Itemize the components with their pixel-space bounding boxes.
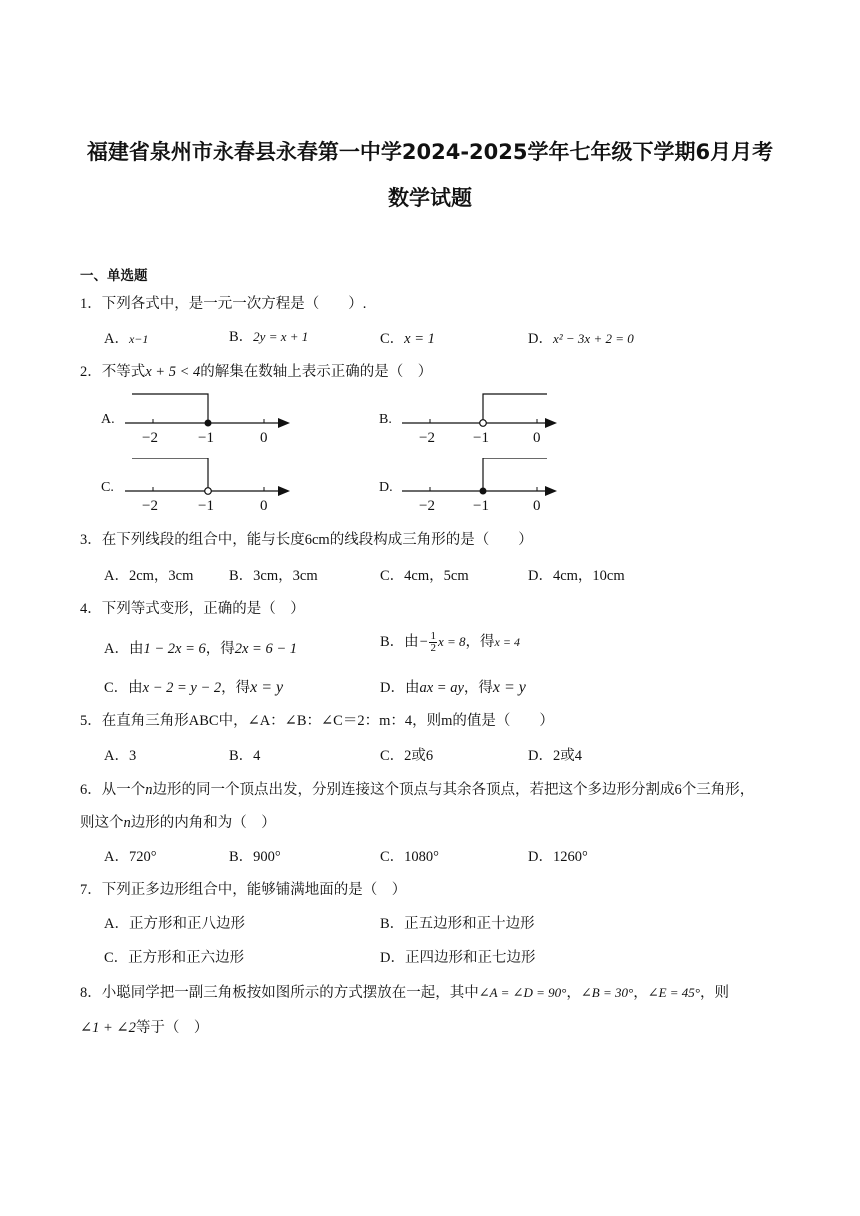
q2-option-b-label: B. (379, 412, 392, 427)
q6-option-a: A．720° (104, 849, 157, 865)
q3-option-d: D．4cm，10cm (528, 568, 625, 584)
q2-number-line-c (120, 458, 295, 518)
question-6-stem-line2: 则这个n边形的内角和为（ ） (80, 815, 276, 831)
tick-label: 0 (533, 498, 541, 514)
fraction: $\frac{1}{2}$ (430, 630, 436, 655)
q5-option-b: B．4 (229, 748, 261, 764)
question-3-stem: 3．在下列线段的组合中，能与长度6cm的线段构成三角形的是（ ） (80, 532, 533, 548)
tick-label: −1 (198, 498, 214, 514)
tick-label: −1 (198, 430, 214, 446)
q4-option-b: B．由− $\frac{1}{2}$ x = 8，得x = 4 (380, 630, 520, 655)
question-5-stem: 5．在直角三角形ABC中，∠A：∠B：∠C＝2：m：4，则m的值是（ ） (80, 713, 554, 729)
question-8-stem-line2: ∠1 + ∠2等于（ ） (80, 1020, 209, 1036)
tick-label: −2 (419, 430, 435, 446)
q5-option-c: C．2或6 (380, 748, 434, 764)
q3-option-c: C．4cm，5cm (380, 568, 469, 584)
q4-option-c: C．由x − 2 = y − 2，得x = y (104, 679, 284, 696)
tick-label: −2 (142, 430, 158, 446)
question-7-stem: 7．下列正多边形组合中，能够铺满地面的是（ ） (80, 882, 407, 898)
question-1-stem: 1．下列各式中，是一元一次方程是（ ）. (80, 296, 367, 312)
q1-option-b: B．2y = x + 1 (229, 329, 309, 345)
q7-option-d: D．正四边形和正七边形 (380, 950, 536, 966)
tick-label: −2 (142, 498, 158, 514)
question-4-stem: 4．下列等式变形，正确的是（ ） (80, 601, 305, 617)
page-subtitle: 数学试题 (388, 186, 472, 210)
page-title: 福建省泉州市永春县永春第一中学2024-2025学年七年级下学期6月月考 (86, 140, 774, 164)
q1-option-d: D．x² − 3x + 2 = 0 (528, 331, 634, 347)
question-8-stem-line1: 8．小聪同学把一副三角板按如图所示的方式摆放在一起，其中∠A = ∠D = 90°，∠B = 30°，∠E = 45°，则 (80, 985, 729, 1001)
q6-option-d: D．1260° (528, 849, 588, 865)
q7-option-a: A．正方形和正八边形 (104, 916, 245, 932)
tick-label: 0 (533, 430, 541, 446)
q2-number-line-d (397, 458, 562, 518)
tick-label: −1 (473, 430, 489, 446)
q7-option-b: B．正五边形和正十边形 (380, 916, 535, 932)
q1-option-c: C．x = 1 (380, 331, 435, 347)
q6-option-c: C．1080° (380, 849, 439, 865)
q2-option-c-label: C. (101, 480, 114, 495)
q3-option-b: B．3cm，3cm (229, 568, 318, 584)
question-6-stem-line1: 6．从一个n边形的同一个顶点出发，分别连接这个顶点与其余各顶点，若把这个多边形分割成6个三角形， (80, 782, 755, 798)
q2-option-a-label: A. (101, 412, 115, 427)
tick-label: −2 (419, 498, 435, 514)
q5-option-a: A．3 (104, 748, 137, 764)
q7-option-c: C．正方形和正六边形 (104, 950, 245, 966)
tick-label: 0 (260, 430, 268, 446)
q3-option-a: A．2cm，3cm (104, 568, 194, 584)
tick-label: 0 (260, 498, 268, 514)
q6-option-b: B．900° (229, 849, 281, 865)
q2-number-line-a (120, 390, 295, 450)
q1-option-a: A．x−1 (104, 331, 149, 347)
q2-number-line-b (397, 390, 562, 450)
section-heading: 一、单选题 (80, 268, 148, 284)
tick-label: −1 (473, 498, 489, 514)
q5-option-d: D．2或4 (528, 748, 582, 764)
question-2-stem: 2．不等式x + 5 < 4的解集在数轴上表示正确的是（ ） (80, 364, 433, 380)
q4-option-a: A．由1 − 2x = 6，得2x = 6 − 1 (104, 641, 298, 657)
q4-option-d: D．由ax = ay，得x = y (380, 679, 526, 696)
q2-option-d-label: D. (379, 480, 393, 495)
